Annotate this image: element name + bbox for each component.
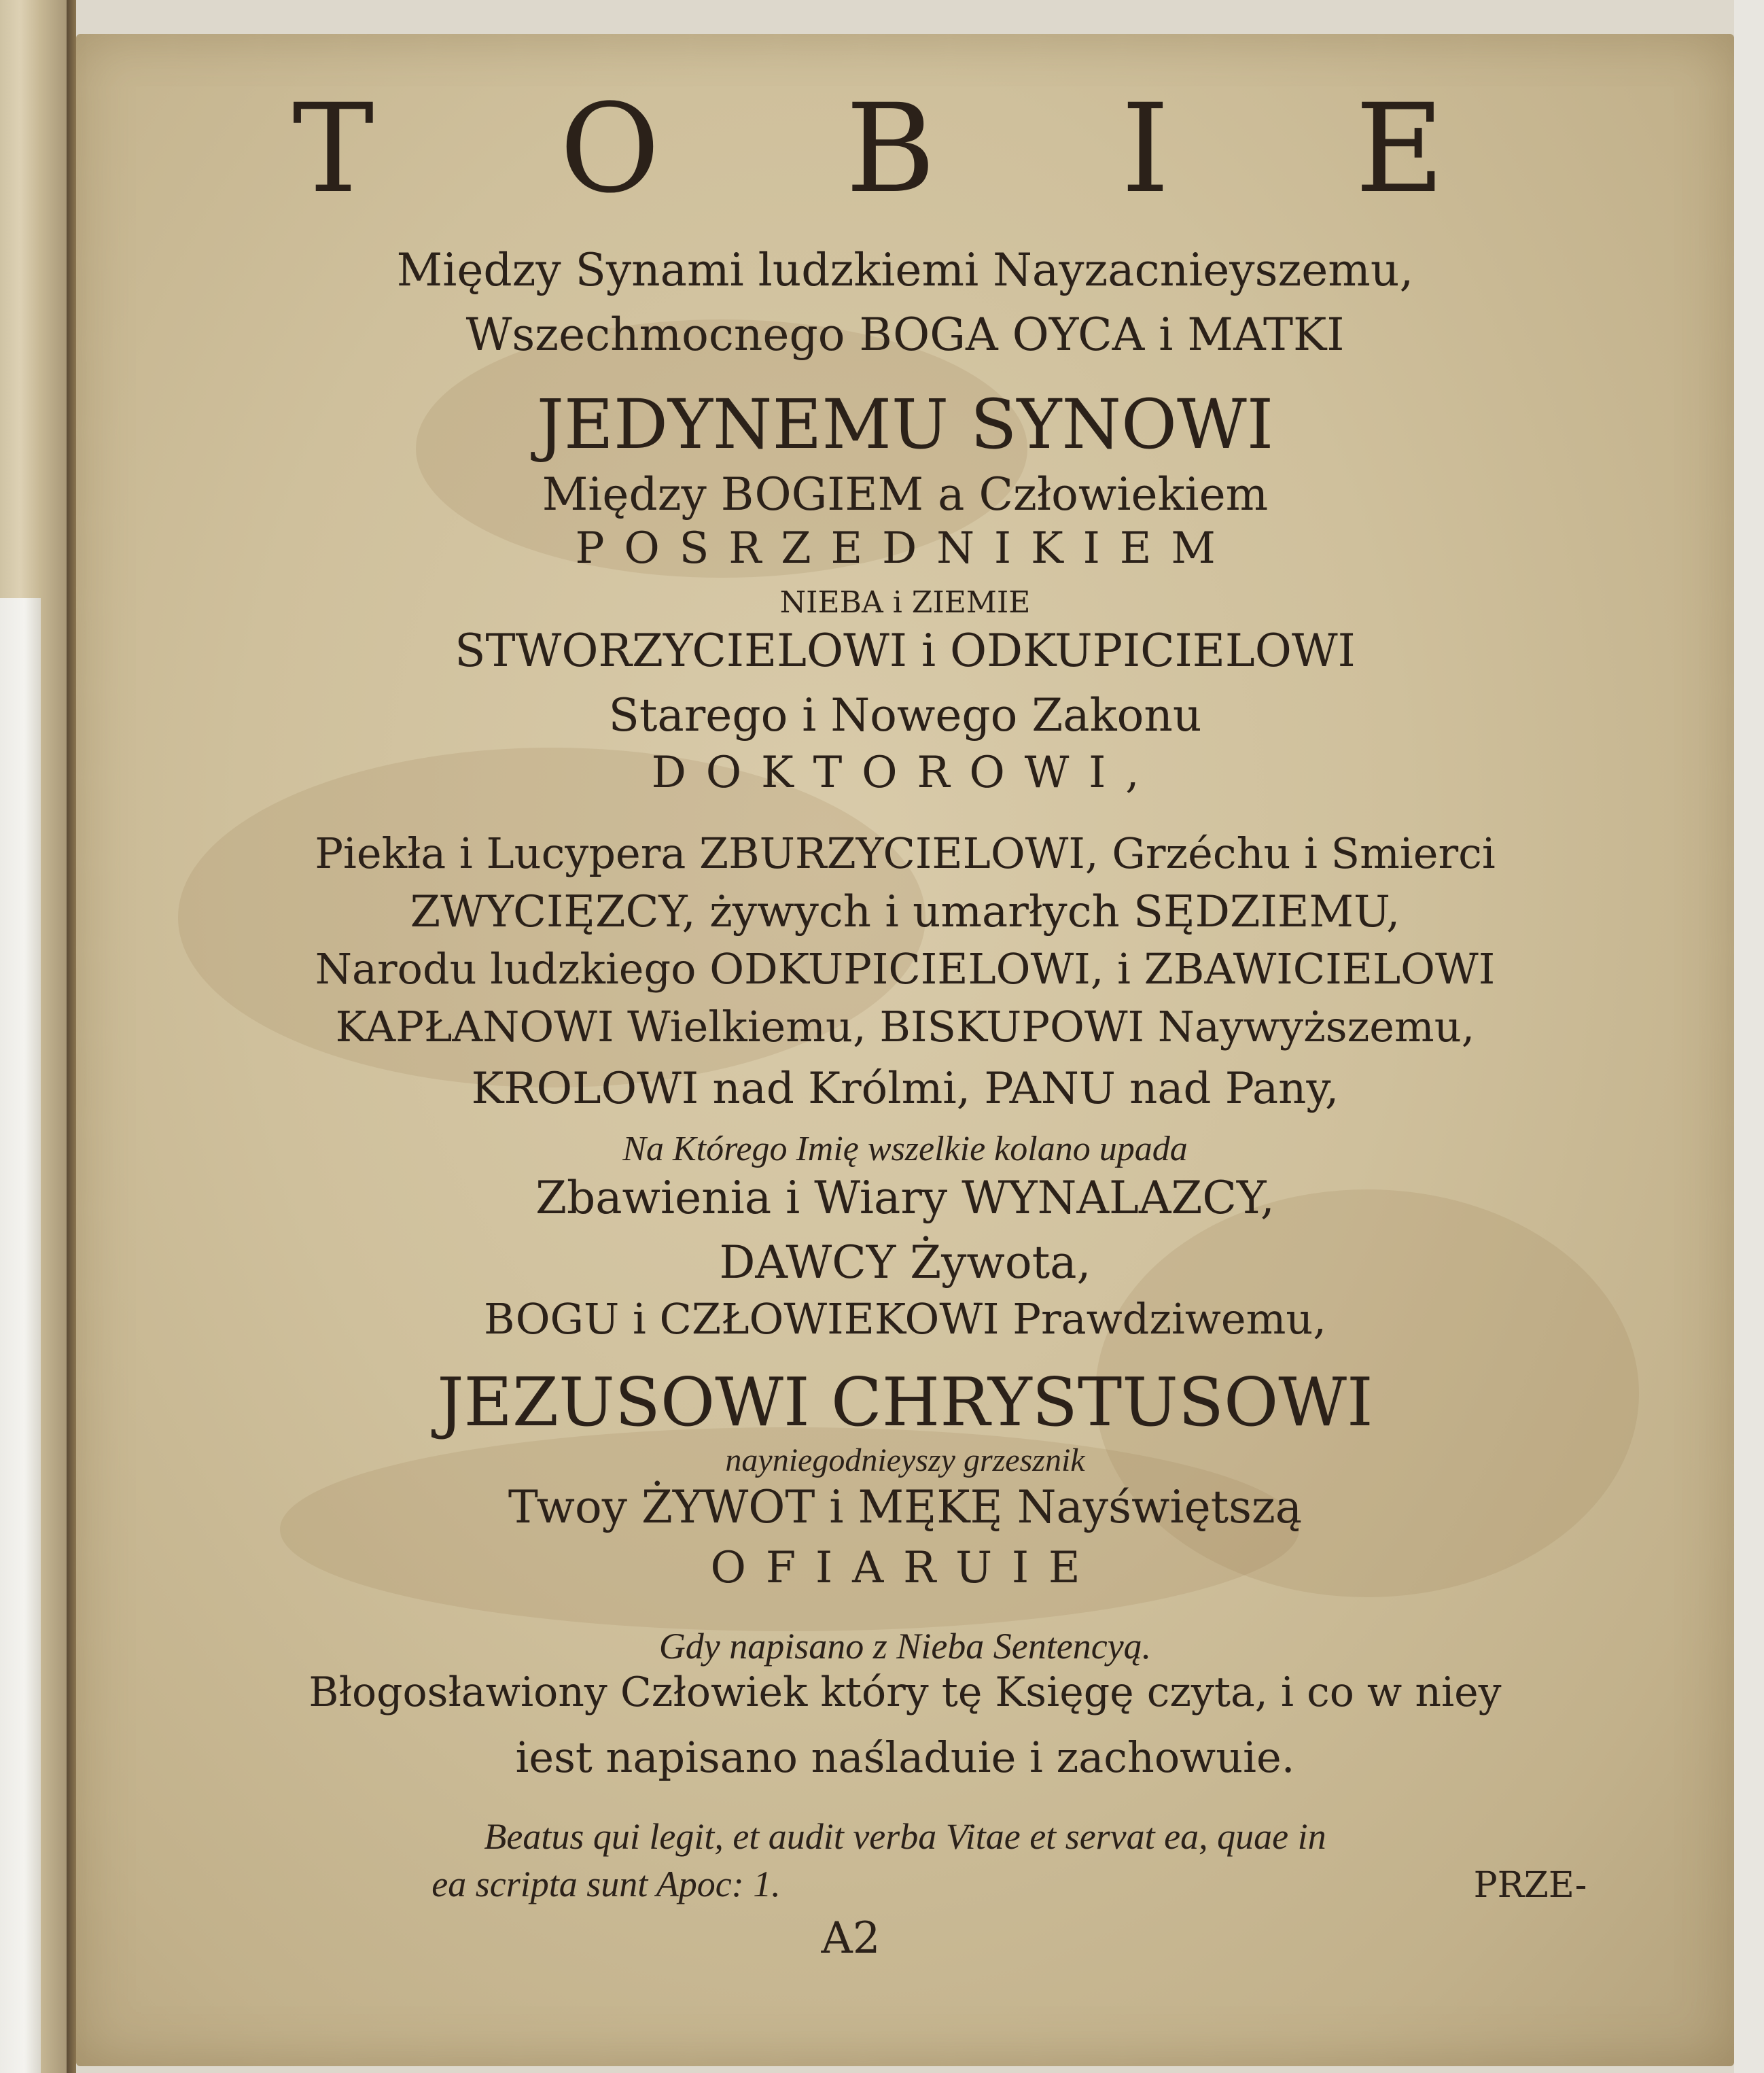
- text-line-ofiaruie: OFIARUIE: [710, 1543, 1100, 1593]
- text-line-8: Starego i Nowego Zakonu: [608, 689, 1202, 742]
- text-line-12: Narodu ludzkiego ODKUPICIELOWI, i ZBAWICIELOWI: [315, 944, 1496, 994]
- page-edge: [67, 0, 76, 2073]
- text-line-nieba: NIEBA i ZIEMIE: [779, 585, 1031, 620]
- heading-tobie: T O B I E: [292, 78, 1518, 220]
- text-line-23: Gdy napisano z Nieba Sentencyą.: [658, 1626, 1152, 1667]
- text-line-15: Na Którego Imię wszelkie kolano upada: [622, 1130, 1188, 1168]
- text-line-10: Piekła i Lucypera ZBURZYCIELOWI, Grzéchu i Smierci: [315, 829, 1496, 878]
- text-line-25: iest napisano naśladuie i zachowuie.: [515, 1732, 1295, 1782]
- spine-paper-strip: [0, 598, 41, 2073]
- text-line-11: ZWYCIĘZCY, żywych i umarłych SĘDZIEMU,: [410, 887, 1400, 937]
- text-line-16: Zbawienia i Wiary WYNALAZCY,: [535, 1172, 1275, 1224]
- text-line-jedynemu: JEDYNEMU SYNOWI: [536, 385, 1274, 464]
- text-line-27: ea scripta sunt Apoc: 1.: [431, 1864, 781, 1904]
- text-line-13: KAPŁANOWI Wielkiemu, BISKUPOWI Naywyższemu,: [335, 1002, 1475, 1051]
- text-line-26: Beatus qui legit, et audit verba Vitae et servat ea, quae in: [484, 1816, 1326, 1857]
- text-line-20: nayniegodnieyszy grzesznik: [725, 1442, 1085, 1478]
- page-text: [76, 0, 1734, 2073]
- text-line-24: Błogosławiony Człowiek który tę Księgę czyta, i co w niey: [308, 1669, 1502, 1716]
- text-line-7: STWORZYCIELOWI i ODKUPICIELOWI: [455, 625, 1356, 677]
- background-strip: [1734, 0, 1764, 2073]
- text-line-doktorowi: DOKTOROWI,: [651, 748, 1159, 798]
- text-line-2: Wszechmocnego BOGA OYCA i MATKI: [465, 309, 1345, 361]
- text-line-jezusowi: JEZUSOWI CHRYSTUSOWI: [437, 1364, 1373, 1442]
- text-line-posrzednikiem: POSRZEDNIKIEM: [575, 523, 1235, 574]
- text-line-1: Między Synami ludzkiemi Nayzacnieyszemu,: [396, 244, 1414, 296]
- signature-mark: A2: [821, 1913, 881, 1964]
- catchword: PRZE-: [1473, 1865, 1587, 1906]
- text-line-17: DAWCY Żywota,: [719, 1236, 1091, 1289]
- text-line-21: Twoy ŻYWOT i MĘKĘ Nayświętszą: [508, 1481, 1303, 1533]
- text-line-18: BOGU i CZŁOWIEKOWI Prawdziwemu,: [483, 1294, 1327, 1344]
- text-line-4: Między BOGIEM a Człowiekiem: [542, 468, 1269, 521]
- text-line-14: KROLOWI nad Królmi, PANU nad Pany,: [471, 1064, 1339, 1114]
